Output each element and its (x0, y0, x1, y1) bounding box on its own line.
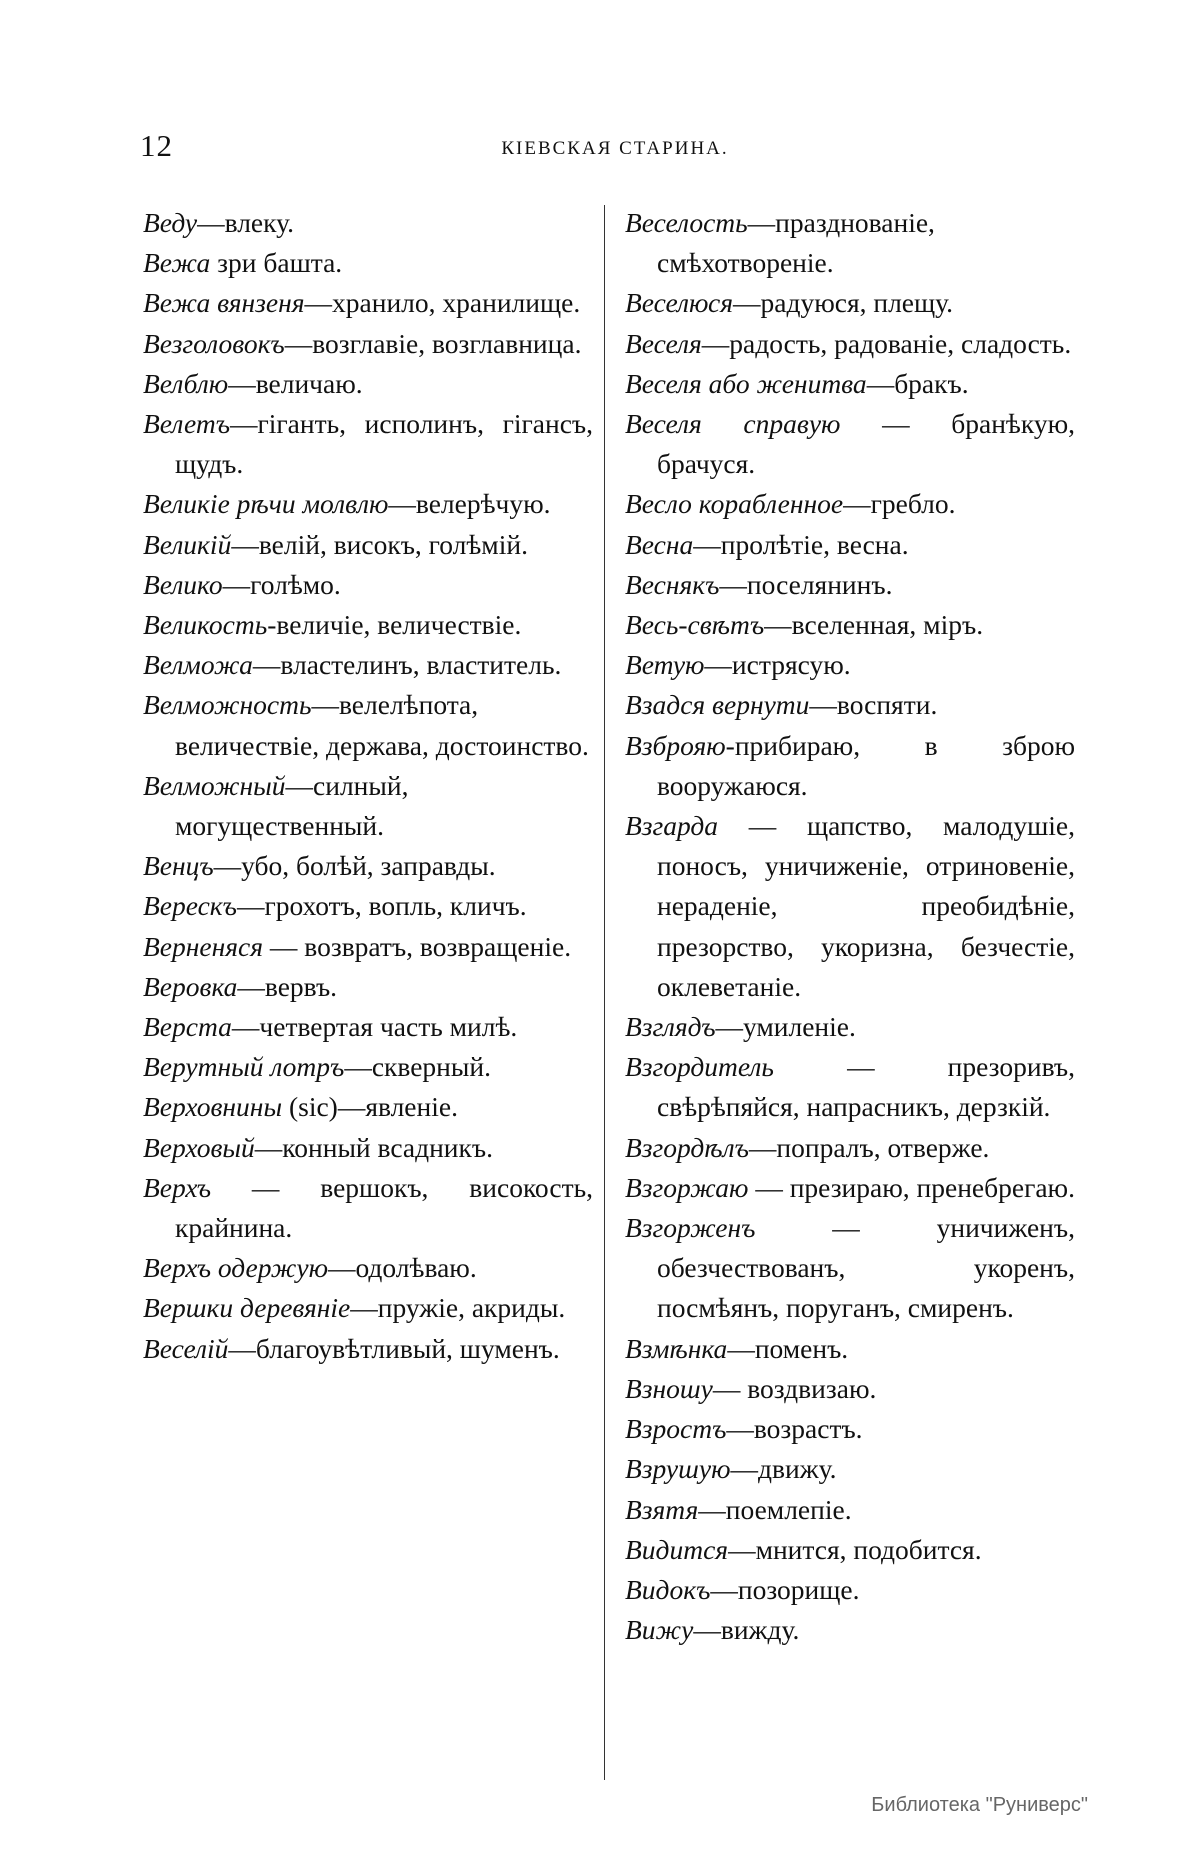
entry-term: Весь-свѣтъ (625, 609, 765, 641)
dictionary-entry (143, 324, 593, 364)
entry-term: Взгордитель (625, 1051, 774, 1083)
library-watermark: Библиотека "Руниверс" (871, 1794, 1088, 1816)
entry-term: Взглядъ (625, 1011, 716, 1043)
entry-definition: — презираю, пренебрегаю. (748, 1171, 1075, 1203)
entry-definition: —воспяти. (809, 689, 938, 721)
entry-definition: —вселенная, міръ. (764, 609, 984, 641)
entry-definition: —пружіе, акриды. (350, 1292, 566, 1324)
dictionary-entry (625, 1047, 1075, 1127)
dictionary-entry (625, 1369, 1075, 1409)
dictionary-entry (143, 645, 593, 685)
entry-term: Взгордѣлъ (625, 1131, 749, 1163)
dictionary-entry (625, 404, 1075, 484)
entry-definition: —скверный. (344, 1051, 491, 1083)
dictionary-entry (625, 1490, 1075, 1530)
dictionary-entry (143, 927, 593, 967)
entry-term: Велико (143, 568, 223, 600)
entry-definition: —влеку. (197, 207, 294, 238)
entry-term: Венцъ (143, 850, 214, 882)
entry-term: Вежа (143, 247, 211, 279)
entry-definition: —одолѣваю. (327, 1252, 477, 1284)
dictionary-entry (143, 243, 593, 283)
dictionary-entry (625, 1610, 1075, 1650)
column-divider (604, 205, 605, 1780)
entry-definition: —бракъ. (866, 367, 969, 399)
entry-definition: —силный, могущественный. (175, 769, 409, 842)
dictionary-entry (143, 1248, 593, 1288)
dictionary-entry (143, 605, 593, 645)
entry-term: Верненяся (143, 930, 264, 962)
entry-definition: — щапство, малодушіе, поносъ, уничиженіе, отриновеніе, нераденіе, преобидѣніе, презорство, укоризна, безчестіе, оклеветаніе. (657, 810, 1075, 1002)
entry-definition: — возвратъ, возвращеніе. (263, 930, 572, 962)
entry-term: Велможа (143, 649, 253, 681)
entry-definition: —поменъ. (727, 1332, 849, 1364)
dictionary-entry (143, 283, 593, 323)
entry-definition: —велерѣчую. (388, 488, 551, 520)
dictionary-entry (625, 645, 1075, 685)
dictionary-entry (625, 525, 1075, 565)
entry-term: Вижу (625, 1614, 694, 1646)
dictionary-entry (625, 1007, 1075, 1047)
dictionary-entry (625, 203, 1075, 283)
dictionary-entry (625, 1530, 1075, 1570)
entry-definition: —голѣмо. (222, 568, 341, 600)
dictionary-entry (625, 324, 1075, 364)
dictionary-entry (143, 484, 593, 524)
dictionary-entry (143, 967, 593, 1007)
entry-term: Верутный лотръ (143, 1051, 345, 1083)
dictionary-entry (625, 1329, 1075, 1369)
entry-term: Ветую (625, 649, 705, 681)
entry-definition: —позорище. (710, 1573, 860, 1605)
entry-term: Великій (143, 528, 232, 560)
entry-definition: —благоувѣтливый, шуменъ. (228, 1332, 560, 1364)
entry-term: Взношу (625, 1372, 713, 1404)
entry-definition: —радуюся, плещу. (733, 287, 954, 319)
right-column (625, 203, 1075, 1650)
entry-definition: —вижду. (693, 1614, 800, 1646)
entry-term: Велетъ (143, 408, 230, 440)
entry-term: Взростъ (625, 1413, 727, 1445)
entry-term: Видокъ (625, 1573, 711, 1605)
dictionary-entry (143, 1329, 593, 1369)
page-header (140, 128, 1090, 168)
entry-term: Великость (143, 609, 268, 641)
left-column (143, 203, 593, 1369)
entry-term: Верховнины (143, 1091, 283, 1123)
entry-term: Веселя справую (625, 408, 841, 440)
dictionary-entry (143, 685, 593, 765)
entry-term: Взгорженъ (625, 1212, 756, 1244)
entry-term: Вежа вянзеня (143, 287, 305, 319)
entry-term: Великіе рѣчи молвлю (143, 488, 389, 520)
entry-definition: —велій, високъ, голѣмій. (231, 528, 528, 560)
entry-definition: — уничиженъ, обезчествованъ, укоренъ, посмѣянъ, поруганъ, смиренъ. (657, 1212, 1075, 1324)
entry-definition: — вершокъ, високость, крайнина. (175, 1171, 593, 1244)
entry-definition: —конный всадникъ. (254, 1131, 493, 1163)
entry-term: Весна (625, 528, 694, 560)
entry-term: Велблю (143, 367, 229, 399)
entry-term: Веселюся (625, 287, 734, 319)
entry-term: Взгоржаю (625, 1171, 749, 1203)
dictionary-entry (143, 1047, 593, 1087)
entry-definition: —поселянинъ. (719, 568, 893, 600)
entry-term: Взгарда (625, 810, 719, 842)
dictionary-entry (625, 1208, 1075, 1329)
entry-definition: —истрясую. (704, 649, 851, 681)
entry-definition: —празднованіе, смѣхотвореніе. (657, 207, 935, 279)
entry-definition: —гіганть, исполинъ, гігансъ, щудъ. (175, 408, 593, 480)
entry-term: Взброяю (625, 729, 726, 761)
entry-definition: — воздвизаю. (712, 1372, 877, 1404)
dictionary-entry (143, 1128, 593, 1168)
entry-definition: —велелѣпота, величествіе, держава, достоинство. (175, 689, 589, 761)
entry-term: Велможный (143, 769, 286, 801)
dictionary-entry (625, 484, 1075, 524)
dictionary-entry (143, 886, 593, 926)
dictionary-entry (625, 364, 1075, 404)
entry-term: Веселя (625, 327, 702, 359)
entry-definition: —гребло. (843, 488, 956, 520)
entry-term: Велможность (143, 689, 312, 721)
entry-term: Взрушую (625, 1453, 731, 1485)
entry-definition: -величіе, величествіе. (267, 609, 522, 641)
entry-definition: (sic)—явленіе. (282, 1091, 458, 1123)
entry-term: Везголовокъ (143, 327, 285, 359)
entry-term: Веровка (143, 970, 238, 1002)
dictionary-entry (625, 565, 1075, 605)
entry-term: Взадся вернути (625, 689, 810, 721)
entry-term: Веселя або женитва (625, 367, 867, 399)
entry-term: Веселость (625, 207, 748, 238)
entry-term: Весло корабленное (625, 488, 844, 520)
dictionary-entry (625, 806, 1075, 1007)
dictionary-entry (143, 203, 593, 243)
entry-definition: —грохотъ, вопль, кличъ. (236, 890, 527, 922)
dictionary-entry (143, 766, 593, 846)
dictionary-entry (625, 1449, 1075, 1489)
dictionary-entry (625, 605, 1075, 645)
entry-definition: —четвертая часть милѣ. (231, 1011, 518, 1043)
entry-term: Взятя (625, 1493, 699, 1525)
entry-definition: зри башта. (210, 247, 343, 279)
dictionary-entry (143, 1288, 593, 1328)
entry-term: Верховый (143, 1131, 255, 1163)
dictionary-entry (625, 685, 1075, 725)
entry-term: Верхъ (143, 1171, 211, 1203)
dictionary-entry (625, 1128, 1075, 1168)
entry-definition: —движу. (730, 1453, 837, 1485)
running-title: КІЕВСКАЯ СТАРИНА. (501, 138, 729, 159)
entry-definition: — презоривъ, свѣрѣпяйся, напрасникъ, дерзкій. (657, 1051, 1075, 1123)
entry-term: Веснякъ (625, 568, 720, 600)
entry-definition: —мнится, подобится. (728, 1533, 982, 1565)
entry-definition: —величаю. (228, 367, 363, 399)
entry-definition: —радость, радованіе, сладость. (701, 327, 1072, 359)
entry-term: Верескъ (143, 890, 237, 922)
entry-definition: —попралъ, отверже. (748, 1131, 990, 1163)
entry-definition: —поемлепіе. (698, 1493, 852, 1525)
entry-definition: —пролѣтіе, весна. (693, 528, 909, 560)
entry-definition: —умиленіе. (715, 1011, 856, 1043)
page-number: 12 (140, 128, 173, 163)
entry-term: Взмѣнка (625, 1332, 728, 1364)
entry-term: Вершки деревяніе (143, 1292, 351, 1324)
dictionary-entry (625, 1409, 1075, 1449)
dictionary-entry (625, 726, 1075, 806)
entry-definition: —возрастъ. (726, 1413, 863, 1445)
entry-term: Верста (143, 1011, 232, 1043)
dictionary-entry (143, 404, 593, 484)
entry-definition: —вервъ. (237, 970, 338, 1002)
entry-definition: — бранѣкую, брачуся. (657, 408, 1075, 480)
dictionary-entry (625, 1168, 1075, 1208)
dictionary-entry (143, 846, 593, 886)
entry-definition: —убо, болѣй, заправды. (213, 850, 496, 882)
entry-term: Веселій (143, 1332, 229, 1364)
dictionary-entry (143, 565, 593, 605)
entry-term: Видится (625, 1533, 729, 1565)
dictionary-entry (143, 1168, 593, 1248)
dictionary-entry (143, 364, 593, 404)
dictionary-entry (143, 1087, 593, 1127)
entry-term: Верхъ одержую (143, 1252, 328, 1284)
entry-definition: —возглавіе, возглавница. (284, 327, 582, 359)
entry-definition: —властелинъ, властитель. (252, 649, 562, 681)
dictionary-entry (143, 1007, 593, 1047)
dictionary-entry (625, 1570, 1075, 1610)
dictionary-entry (625, 283, 1075, 323)
entry-term: Веду (143, 207, 198, 238)
entry-definition: —хранило, хранилище. (304, 287, 581, 319)
entry-definition: -прибираю, в зброю вооружаюся. (657, 729, 1075, 801)
dictionary-entry (143, 525, 593, 565)
